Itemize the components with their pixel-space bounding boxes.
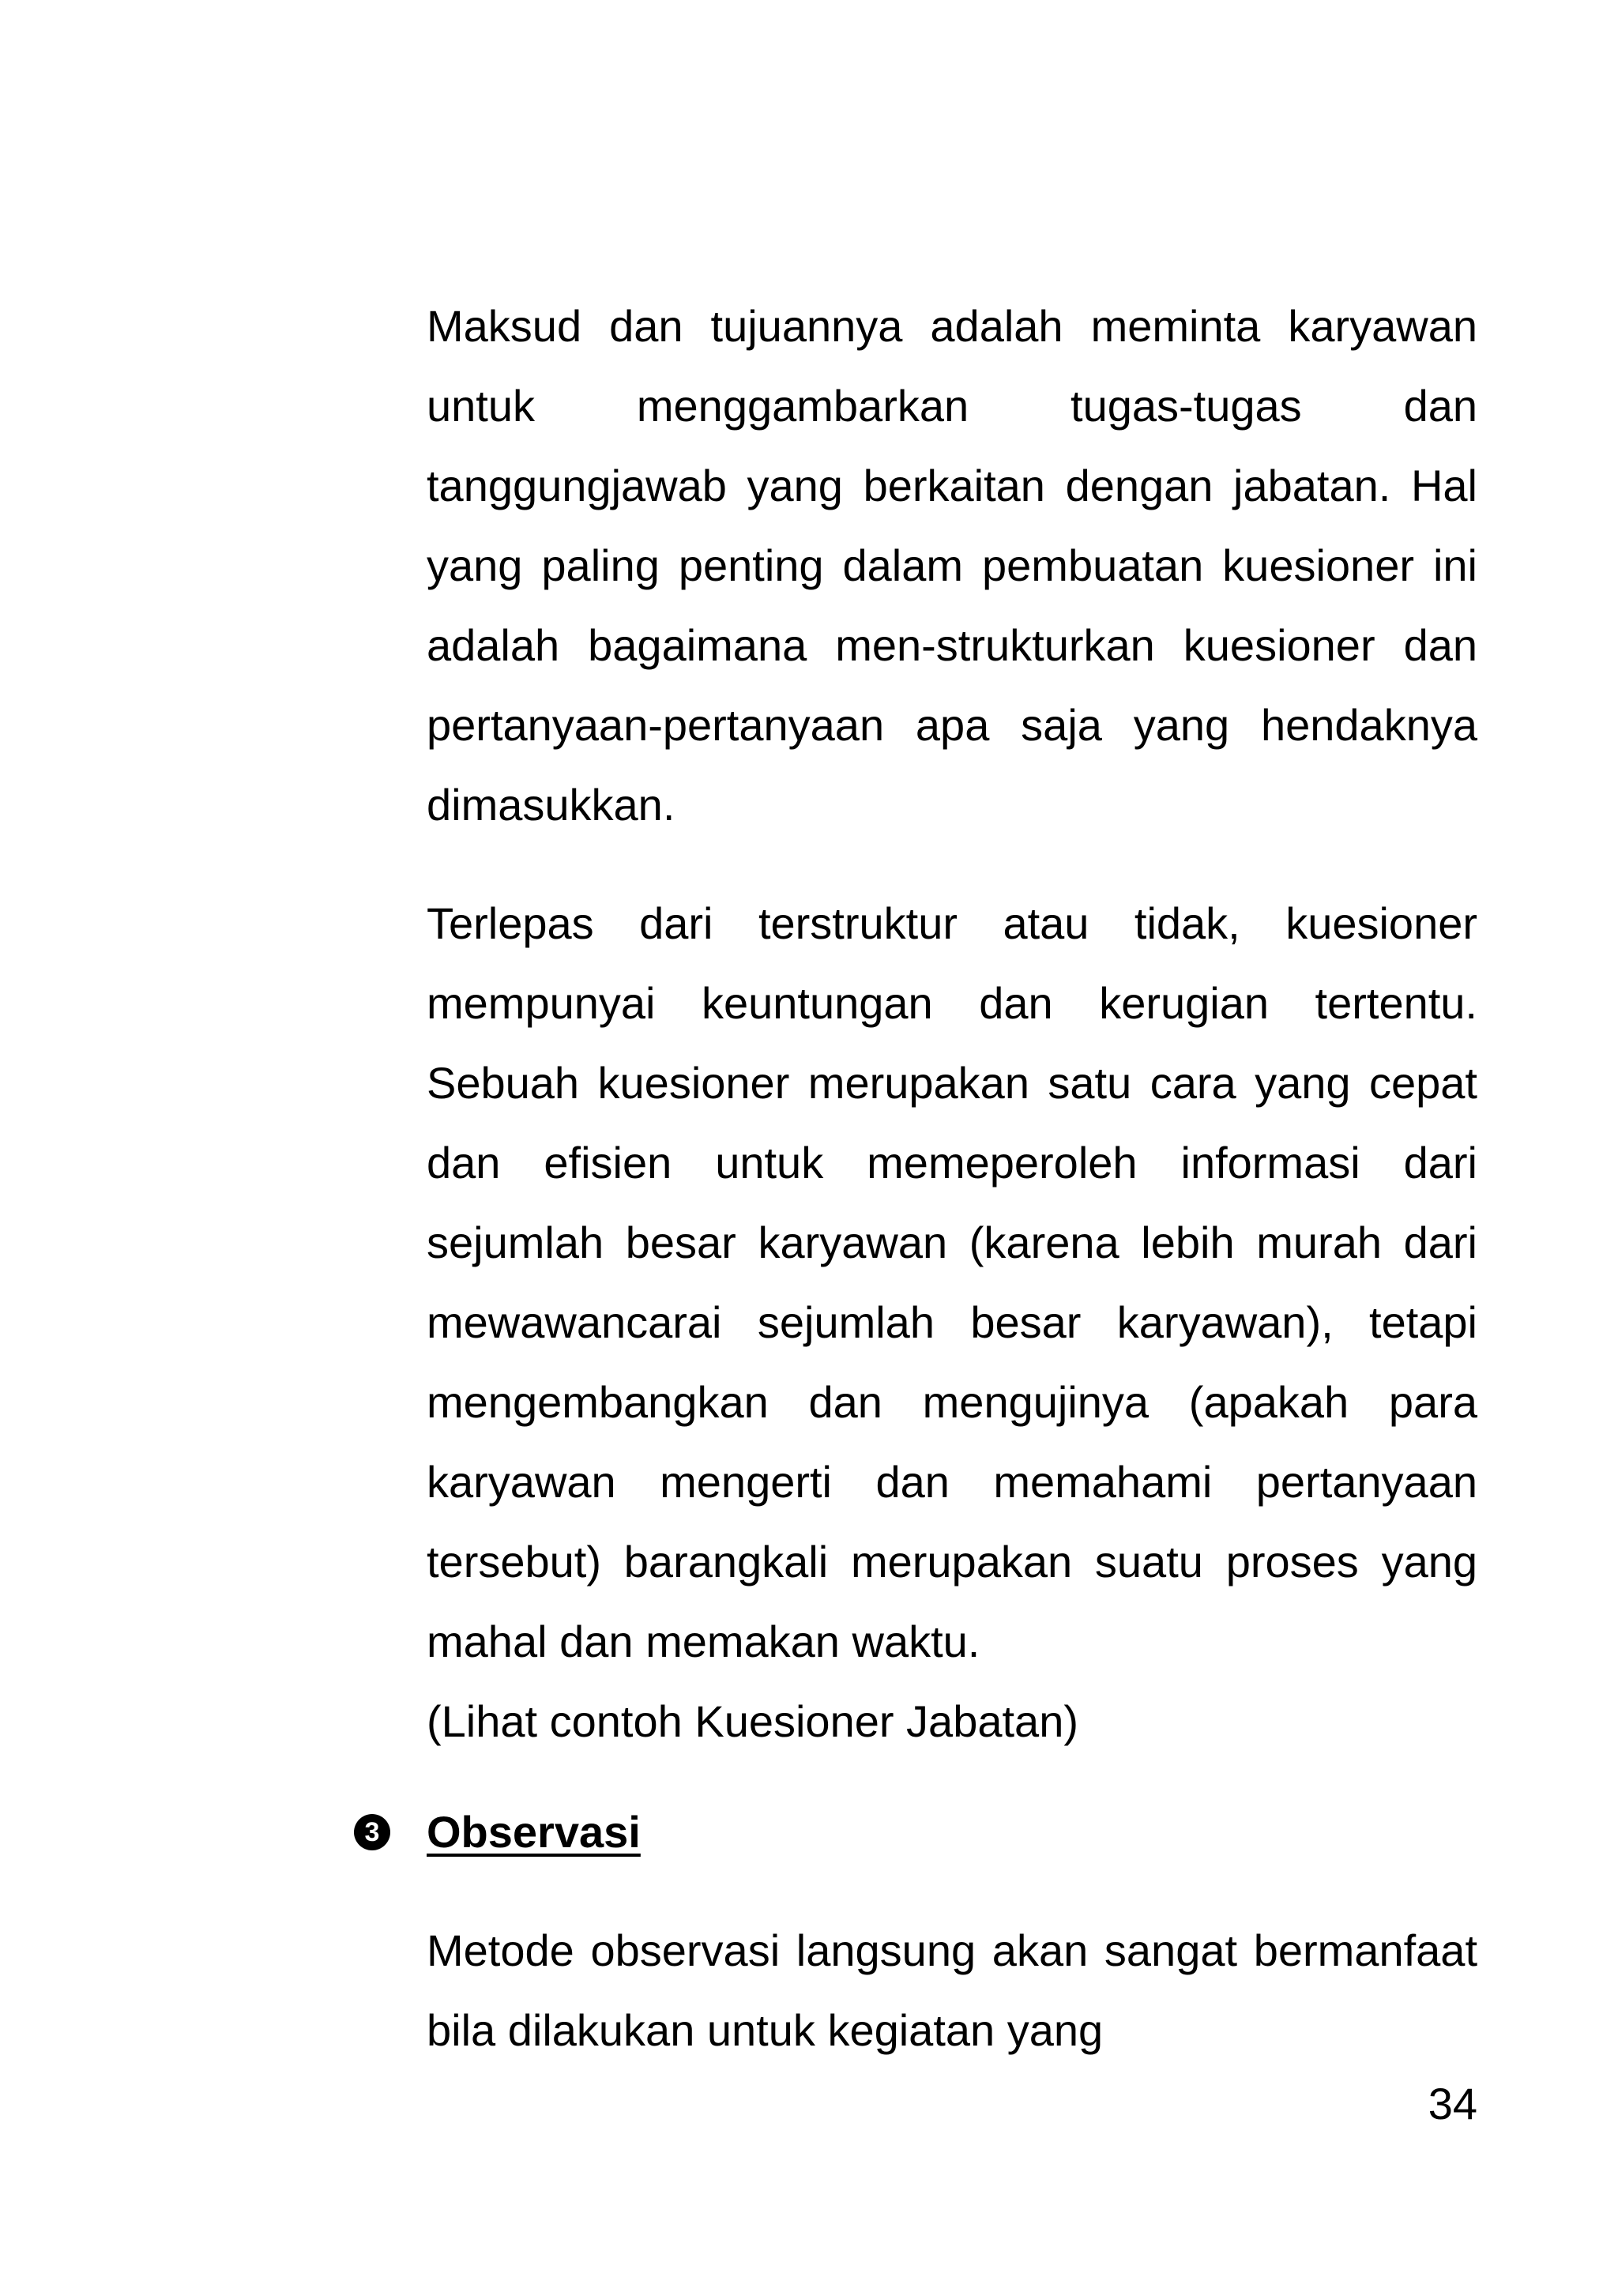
numbered-bullet-icon: 3 (354, 1814, 390, 1850)
paragraph-3 (427, 1910, 1477, 2070)
page-number: 34 (1428, 2079, 1477, 2129)
section-title: Observasi (427, 1807, 641, 1857)
section-heading (354, 1792, 641, 1872)
reference-note: (Lihat contoh Kuesioner Jabatan) (427, 1696, 1078, 1746)
paragraph-3-text: Metode observasi langsung akan sangat bermanfaat bila dilakukan untuk kegiatan yang (427, 1925, 1477, 2055)
paragraph-2-text: Terlepas dari terstruktur atau tidak, kuesioner mempunyai keuntungan dan kerugian tertentu. Sebuah kuesioner merupakan satu cara yang cepat dan efisien untuk memeperoleh informasi dari sejumlah besar karyawan (karena lebih murah dari mewawancarai sejumlah besar karyawan), tetapi mengembangkan dan mengujinya (apakah para karyawan mengerti dan memahami pertanyaan tersebut) barangkali merupakan suatu proses yang mahal dan memakan waktu. (427, 898, 1477, 1666)
paragraph-2 (427, 883, 1477, 1761)
paragraph-1 (427, 286, 1477, 845)
paragraph-1-text: Maksud dan tujuannya adalah meminta karyawan untuk menggambarkan tugas-tugas dan tanggungjawab yang berkaitan dengan jabatan. Hal yang paling penting dalam pembuatan kuesioner ini adalah bagaimana men-strukturkan kuesioner dan pertanyaan-pertanyaan apa saja yang hendaknya dimasukkan. (427, 301, 1477, 830)
